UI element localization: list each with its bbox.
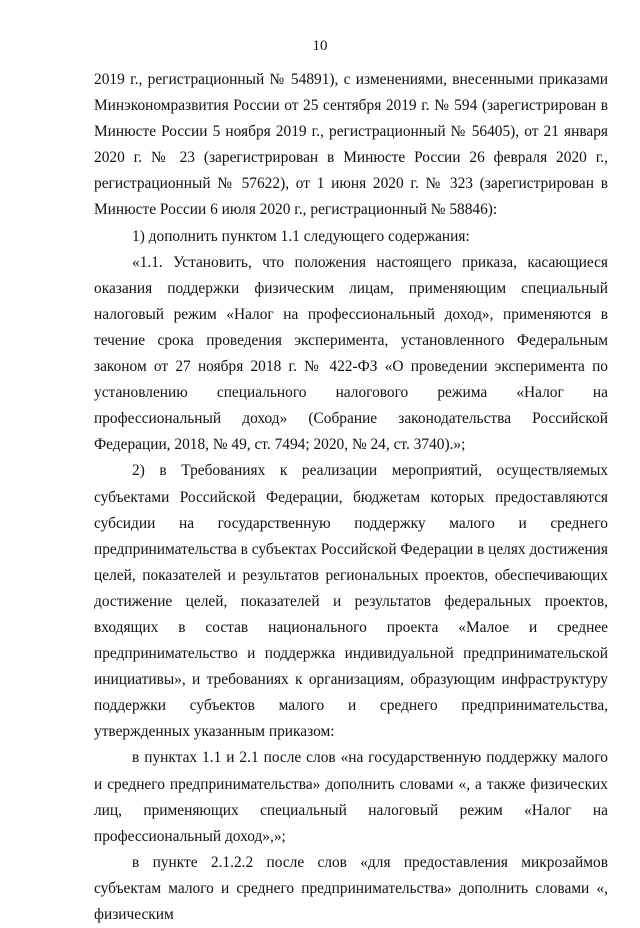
paragraph-registration-continuation: 2019 г., регистрационный № 54891), с изменениями, внесенными приказами Минэкономразвития России от 25 сентября 2019 г. № 594 (зарегистрирован в Минюсте России 5 ноября 2019 г., регистрационный № 56405), от 21 января 2020 г. № 23 (зарегистрирован в Минюсте России 26 февраля 2020 г., регистрационный № 57622), от 1 июня 2020 г. № 323 (зарегистрирован в Минюсте России 6 июля 2020 г., регистрационный № 58846):: [94, 71, 608, 219]
document-body: [94, 67, 608, 928]
page-number: 10: [312, 38, 328, 54]
paragraph-item-1: 1) дополнить пунктом 1.1 следующего содержания:: [132, 227, 470, 245]
paragraph-points-1-1-and-2-1: в пунктах 1.1 и 2.1 после слов «на государственную поддержку малого и среднего предпринимательства» дополнить словами «, а также физических лиц, применяющих специальный налоговый режим «Налог на профессиональный доход»,»;: [94, 749, 608, 845]
paragraph-item-2: 2) в Требованиях к реализации мероприятий, осуществляемых субъектами Российской Федерации, бюджетам которых предоставляются субсидии на государственную поддержку малого и среднего предпринимательства в субъектах Российской Федерации в целях достижения целей, показателей и результатов региональных проектов, обеспечивающих достижение целей, показателей и результатов федеральных проектов, входящих в состав национального проекта «Малое и среднее предпринимательство и поддержка индивидуальной предпринимательской инициативы», и требованиях к организациям, образующим инфраструктуру поддержки субъектов малого и среднего предпринимательства, утвержденных указанным приказом:: [94, 462, 608, 741]
paragraph-clause-1-1: «1.1. Установить, что положения настоящего приказа, касающиеся оказания поддержки физическим лицам, применяющим специальный налоговый режим «Налог на профессиональный доход», применяются в течение срока проведения эксперимента, установленного Федеральным законом от 27 ноября 2018 г. № 422-ФЗ «О проведении эксперимента по установлению специального налогового режима «Налог на профессиональный доход» (Собрание законодательства Российской Федерации, 2018, № 49, ст. 7494; 2020, № 24, ст. 3740).»;: [94, 253, 608, 454]
paragraph-point-2-1-2-2: в пункте 2.1.2.2 после слов «для предоставления микрозаймов субъектам малого и среднего предпринимательства» дополнить словами «, физическим: [94, 853, 608, 923]
